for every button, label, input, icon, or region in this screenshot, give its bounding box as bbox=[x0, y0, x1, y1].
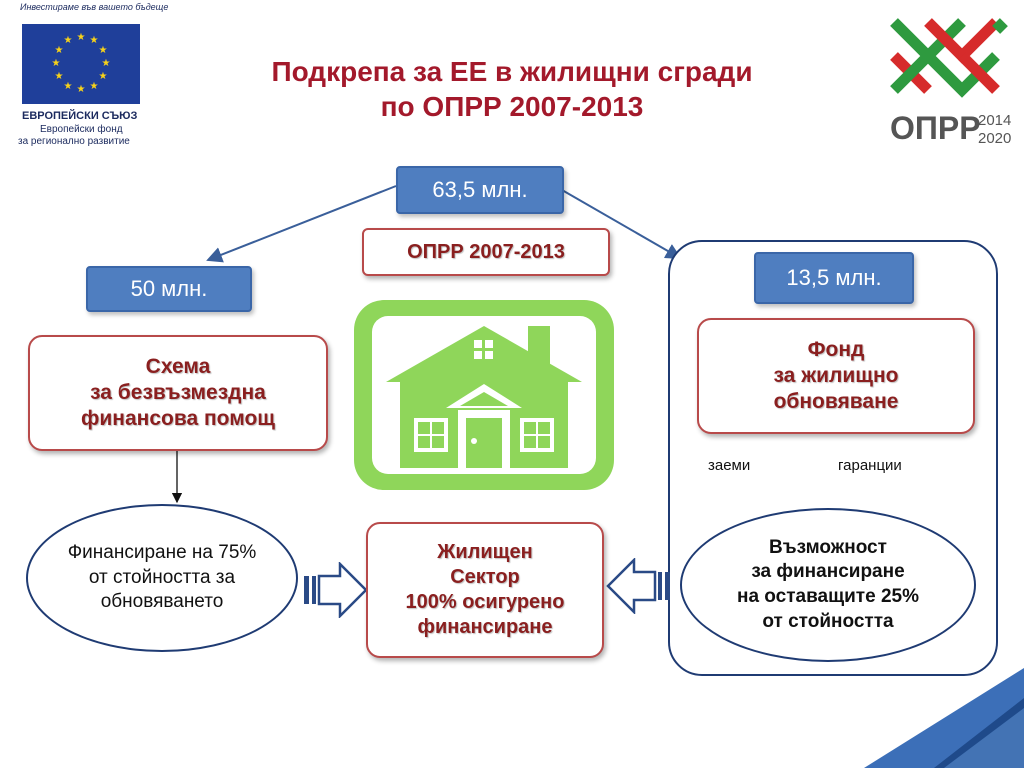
center-line1: Жилищен bbox=[437, 541, 533, 563]
title-line2: по ОПРР 2007-2013 bbox=[380, 91, 644, 122]
fund-line2: за жилищно bbox=[773, 363, 899, 387]
center-line4: финансиране bbox=[417, 616, 553, 638]
svg-text:★: ★ bbox=[76, 84, 86, 95]
svg-text:★: ★ bbox=[76, 32, 86, 43]
left-ellipse-line3: обновяването bbox=[100, 591, 224, 613]
svg-text:★: ★ bbox=[63, 35, 73, 46]
grant-scheme-line3: финансова помощ bbox=[80, 407, 276, 431]
left-block-arrow-icon bbox=[606, 558, 670, 614]
fund-box bbox=[697, 318, 975, 434]
housing-sector-box bbox=[366, 522, 604, 658]
right-financing-ellipse bbox=[680, 508, 976, 662]
fund-line3: обновяване bbox=[773, 390, 899, 414]
oprr-logo-year1: 2014 bbox=[978, 112, 1012, 129]
oprr-logo-text: ОПРР bbox=[890, 110, 981, 146]
center-line2: Сектор bbox=[450, 566, 520, 588]
corner-decoration bbox=[824, 668, 1024, 768]
eu-fund-line1: Европейски фонд bbox=[40, 124, 123, 135]
svg-text:★: ★ bbox=[98, 45, 108, 56]
svg-text:★: ★ bbox=[98, 71, 108, 82]
left-ellipse-line1: Финансиране на 75% bbox=[67, 541, 257, 563]
svg-text:★: ★ bbox=[51, 58, 61, 69]
oprr-logo-year2: 2020 bbox=[978, 130, 1012, 147]
eu-name: ЕВРОПЕЙСКИ СЪЮЗ bbox=[22, 110, 138, 122]
left-financing-ellipse bbox=[26, 504, 298, 652]
right-amount-box: 13,5 млн. bbox=[754, 252, 914, 304]
right-ellipse-line4: от стойността bbox=[762, 610, 894, 632]
right-ellipse-line1: Възможност bbox=[769, 536, 887, 558]
svg-text:★: ★ bbox=[89, 35, 99, 46]
program-box: ОПРР 2007-2013 bbox=[362, 228, 610, 276]
left-ellipse-line2: от стойността за bbox=[88, 566, 236, 588]
grant-scheme-line1: Схема bbox=[145, 354, 211, 378]
svg-text:★: ★ bbox=[54, 45, 64, 56]
total-amount-box: 63,5 млн. bbox=[396, 166, 564, 214]
left-amount-box: 50 млн. bbox=[86, 266, 252, 312]
right-ellipse-line3: на оставащите 25% bbox=[736, 586, 919, 607]
svg-text:★: ★ bbox=[54, 71, 64, 82]
svg-text:★: ★ bbox=[63, 81, 73, 92]
fund-line1: Фонд bbox=[807, 337, 865, 361]
right-block-arrow-icon bbox=[304, 562, 368, 618]
svg-text:★: ★ bbox=[89, 81, 99, 92]
loans-label: заеми bbox=[708, 457, 751, 474]
eu-tagline: Инвестираме във вашето бъдеще bbox=[20, 2, 169, 12]
eu-fund-line2: за регионално развитие bbox=[18, 136, 130, 147]
right-ellipse-line2: за финансиране bbox=[751, 561, 905, 583]
center-line3: 100% осигурено bbox=[405, 591, 565, 613]
house-icon bbox=[350, 296, 618, 494]
grant-scheme-box bbox=[28, 335, 328, 451]
grant-scheme-line2: за безвъзмездна bbox=[90, 380, 266, 404]
title-line1: Подкрепа за ЕЕ в жилищни сгради bbox=[271, 56, 753, 87]
guarantees-label: гаранции bbox=[838, 457, 902, 474]
svg-text:★: ★ bbox=[101, 58, 111, 69]
